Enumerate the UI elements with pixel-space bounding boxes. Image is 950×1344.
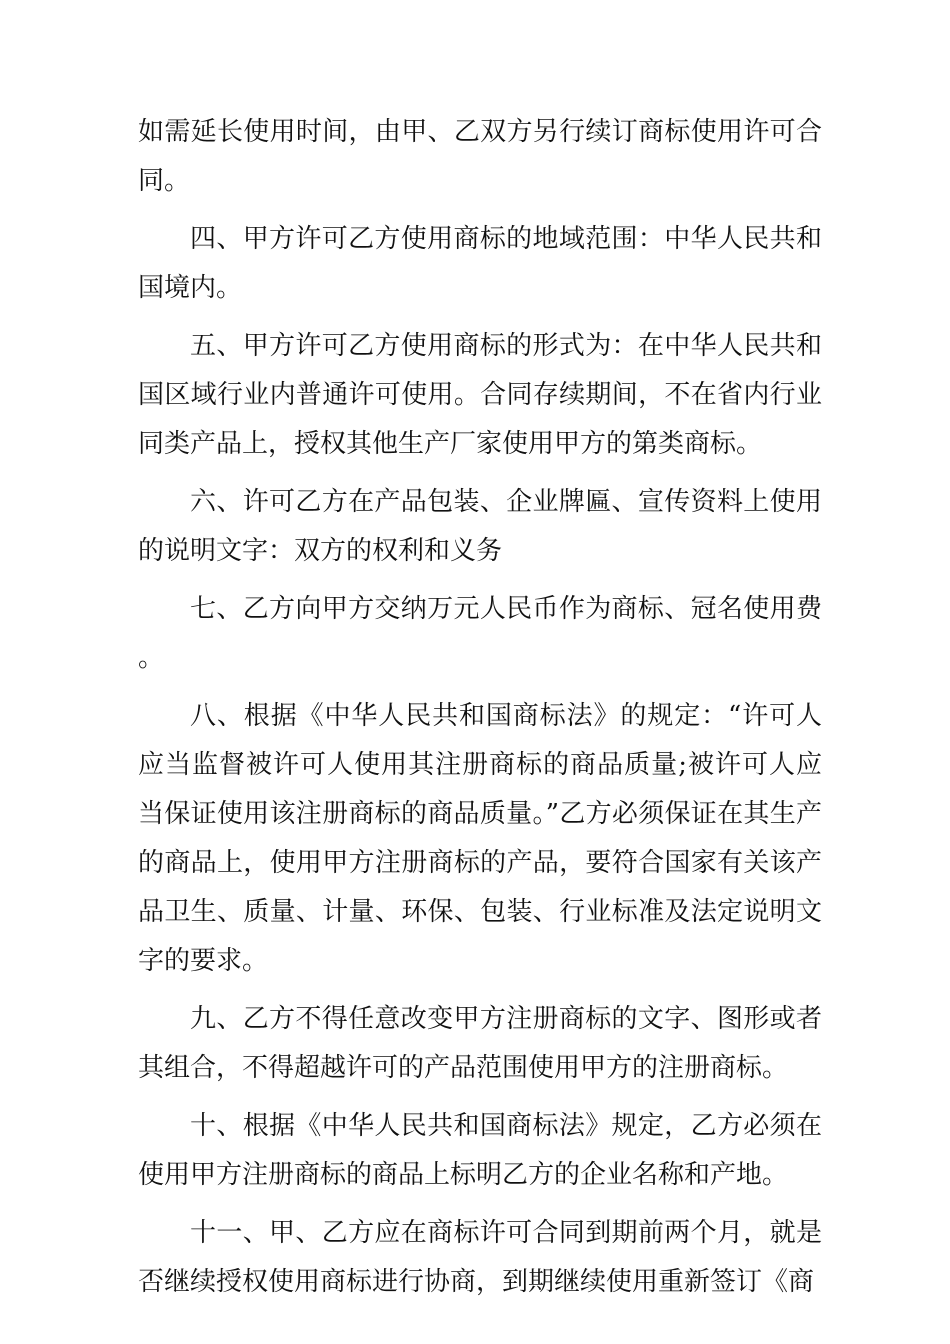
paragraph-clause-9: 九、乙方不得任意改变甲方注册商标的文字、图形或者其组合，不得超越许可的产品范围使用甲方的注册商标。 [138, 1004, 822, 1083]
paragraph-clause-5: 五、甲方许可乙方使用商标的形式为：在中华人民共和国区域行业内普通许可使用。合同存续期间，不在省内行业同类产品上，授权其他生产厂家使用甲方的第类商标。 [138, 331, 822, 459]
paragraph-clause-6: 六、许可乙方在产品包装、企业牌匾、宣传资料上使用的说明文字：双方的权利和义务 [138, 487, 822, 566]
document-page [138, 108, 822, 1316]
paragraph-continuation: 如需延长使用时间，由甲、乙双方另行续订商标使用许可合同。 [138, 117, 822, 196]
paragraph-clause-8: 八、根据《中华人民共和国商标法》的规定：“许可人应当监督被许可人使用其注册商标的商品质量;被许可人应当保证使用该注册商标的商品质量。”乙方必须保证在其生产的商品上，使用甲方注册商标的产品，要符合国家有关该产品卫生、质量、计量、环保、包装、行业标准及法定说明文字的要求。 [138, 701, 822, 976]
paragraph-clause-11: 十一、甲、乙方应在商标许可合同到期前两个月，就是否继续授权使用商标进行协商，到期继续使用重新签订《商 [138, 1218, 822, 1297]
paragraph-clause-4: 四、甲方许可乙方使用商标的地域范围：中华人民共和国境内。 [138, 224, 822, 303]
paragraph-clause-7: 七、乙方向甲方交纳万元人民币作为商标、冠名使用费。 [138, 594, 822, 673]
paragraph-clause-10: 十、根据《中华人民共和国商标法》规定，乙方必须在使用甲方注册商标的商品上标明乙方的企业名称和产地。 [138, 1111, 822, 1190]
